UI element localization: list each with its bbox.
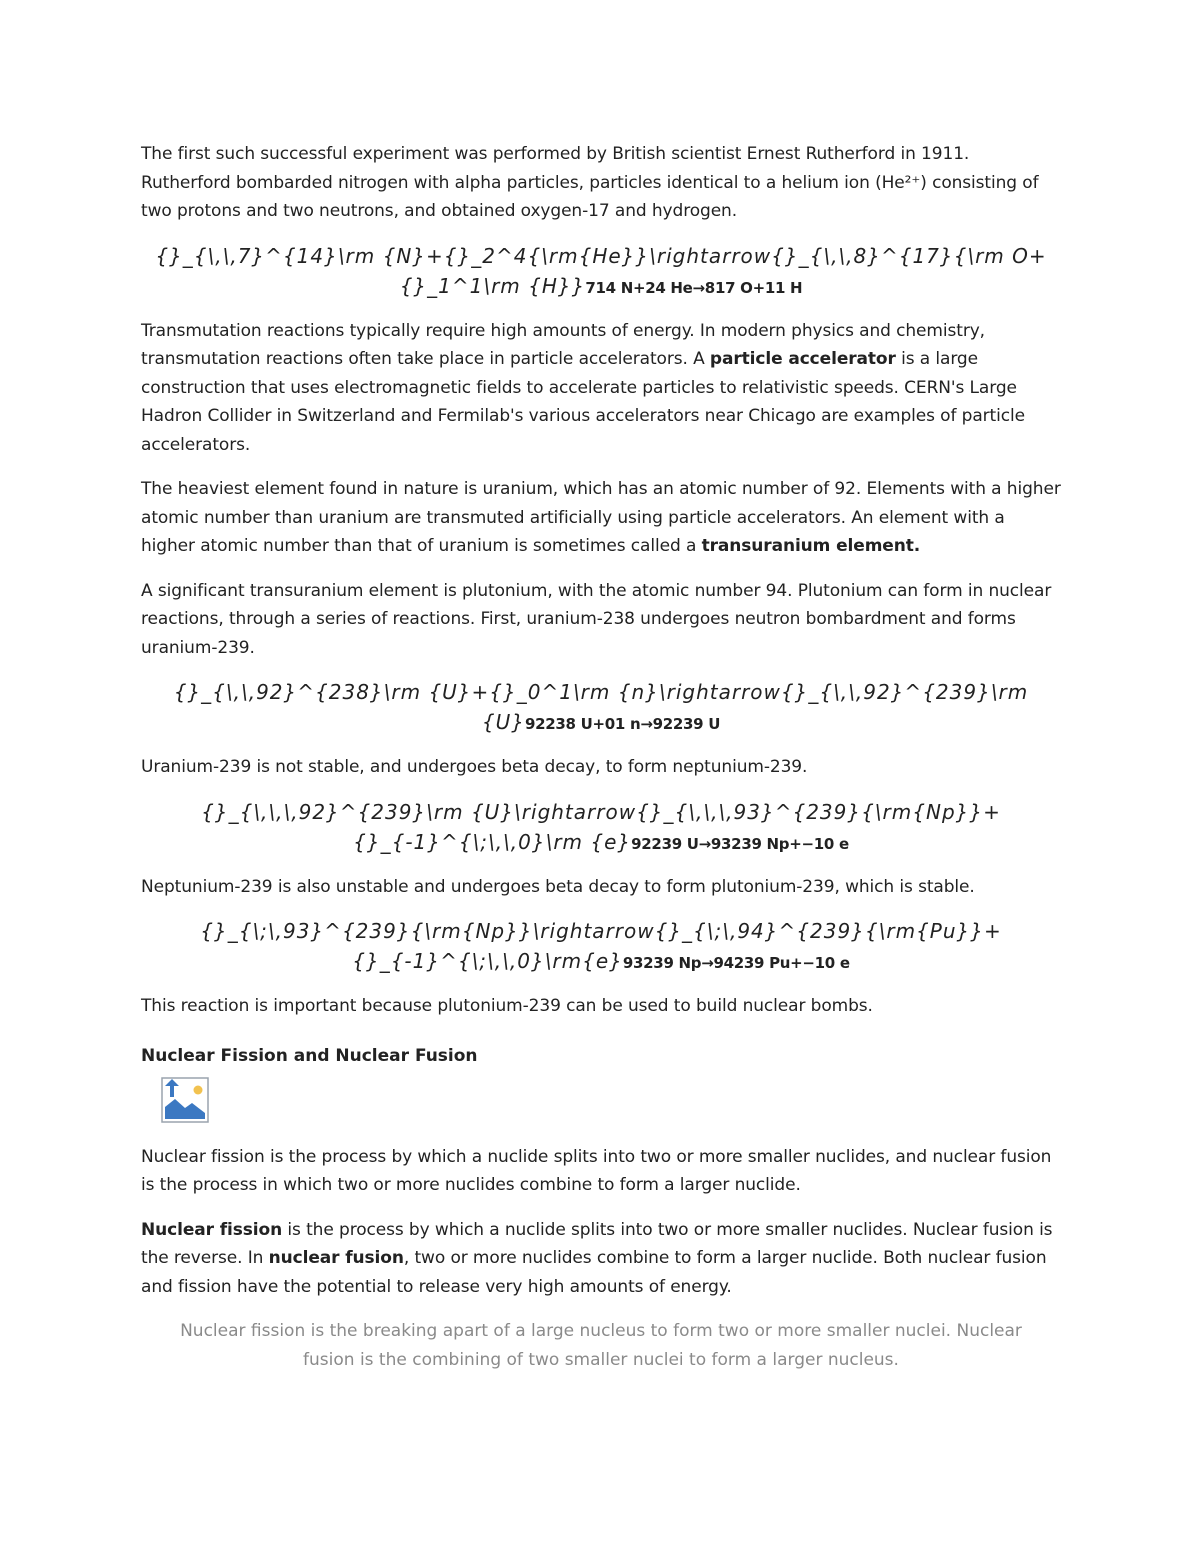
paragraph-uranium-beta: [141, 753, 1061, 782]
equation-nitrogen-alpha: [141, 242, 1061, 303]
section-heading: Nuclear Fission and Nuclear Fusion: [141, 1045, 478, 1066]
term-nuclear-fusion: nuclear fusion: [268, 1248, 404, 1268]
paragraph-rutherford-text: The first such successful experiment was performed by British scientist Ernest Rutherford in 1911. Rutherford bombarded nitrogen with alpha particles, particles identical to a helium ion (He²⁺) consisting of two protons and two neutrons, and obtained oxygen-17 and hydrogen.: [141, 144, 1039, 221]
paragraph-text: The heaviest element found in nature is uranium, which has an atomic number of 92. Elements with a higher atomic number than uranium are transmuted artificially using particle accelerators. An element with a higher atomic number than that of uranium is sometimes called a: [141, 479, 1061, 556]
paragraph-text: This reaction is important because plutonium-239 can be used to build nuclear bombs.: [141, 996, 873, 1016]
term-nuclear-fission: Nuclear fission: [141, 1219, 283, 1240]
term-particle-accelerator: particle accelerator: [709, 349, 896, 369]
paragraph-fission-fusion-summary: [141, 1143, 1061, 1200]
paragraph-text: A significant transuranium element is plutonium, with the atomic number 94. Plutonium can form in nuclear reactions, through a series of reactions. First, uranium-238 undergoes neutron bombardment and forms uranium-239.: [141, 580, 1052, 658]
equation-rendered-text: 93239 Np→94239 Pu+−10 e: [622, 954, 850, 972]
equation-latex-source: {}_{\;\,93}^{239}{\rm{Np}}\rightarrow{}_{\;\,94}^{239}{\rm{Pu}}+{}_{-1}^{\;\,\,0}\rm{e}: [200, 919, 1002, 973]
paragraph-plutonium: [141, 577, 1061, 663]
term-transuranium-element: transuranium element.: [701, 536, 921, 556]
equation-rendered-text: 92239 U→93239 Np+−10 e: [631, 834, 849, 853]
equation-latex-source: {}_{\,\,\,92}^{239}\rm {U}\rightarrow{}_{\,\,\,93}^{239}{\rm{Np}}+{}_{-1}^{\;\,\,0}\rm {e}: [201, 799, 1001, 854]
image-caption: Nuclear fission is the breaking apart of a large nucleus to form two or more smaller nuclei. Nuclear fusion is the combining of two smaller nuclei to form a larger nucleus.: [180, 1321, 1022, 1370]
equation-latex-source: {}_{\,\,92}^{238}\rm {U}+{}_0^1\rm {n}\rightarrow{}_{\,\,92}^{239}\rm {U}: [173, 680, 1029, 734]
paragraph-text: is a large construction that uses electromagnetic fields to accelerate particles to relativistic speeds. CERN's Large Hadron Collider in Switzerland and Fermilab's various accelerators near Chicago are examples of particle accelerators.: [141, 349, 1025, 455]
equation-rendered-text: 714 N+24 He→817 O+11 H: [585, 278, 803, 297]
image-sun: [194, 1085, 203, 1094]
paragraph-text: Neptunium-239 is also unstable and undergoes beta decay to form plutonium-239, which is stable.: [141, 876, 975, 897]
equation-rendered-text: 92238 U+01 n→92239 U: [525, 715, 721, 733]
document-page: [141, 140, 1061, 1374]
paragraph-text: Nuclear fission is the process by which a nuclide splits into two or more smaller nuclides, and nuclear fusion is the process in which two or more nuclides combine to form a larger nuclide.: [141, 1146, 1052, 1195]
equation-uranium-beta-decay: [141, 798, 1061, 859]
paragraph-text: , two or more nuclides combine to form a larger nuclide. Both nuclear fusion and fission have the potential to release very high amounts of energy.: [141, 1248, 1047, 1297]
paragraph-text: Transmutation reactions typically require high amounts of energy. In modern physics and chemistry, transmutation reactions often take place in particle accelerators. A: [141, 320, 985, 369]
paragraph-transmutation: [141, 317, 1061, 460]
paragraph-text: is the process by which a nuclide splits into two or more smaller nuclides. Nuclear fusion is the reverse. In: [141, 1219, 1053, 1268]
paragraph-fission-fusion-detail: [141, 1216, 1061, 1302]
paragraph-uranium: [141, 475, 1061, 561]
equation-latex-source: {}_{\,\,7}^{14}\rm {N}+{}_2^4{\rm{He}}\rightarrow{}_{\,\,8}^{17}{\rm O+{}_1^1\rm {H}}: [155, 243, 1047, 298]
image-placeholder-graphic: [161, 1077, 209, 1123]
paragraph-neptunium: [141, 873, 1061, 902]
paragraph-rutherford: [141, 140, 1061, 226]
paragraph-text: Uranium-239 is not stable, and undergoes beta decay, to form neptunium-239.: [141, 757, 808, 777]
image-placeholder-icon[interactable]: [161, 1077, 209, 1123]
paragraph-importance: [141, 992, 1061, 1021]
equation-neptunium-beta-decay: [141, 917, 1061, 978]
equation-uranium-neutron: [141, 678, 1061, 739]
